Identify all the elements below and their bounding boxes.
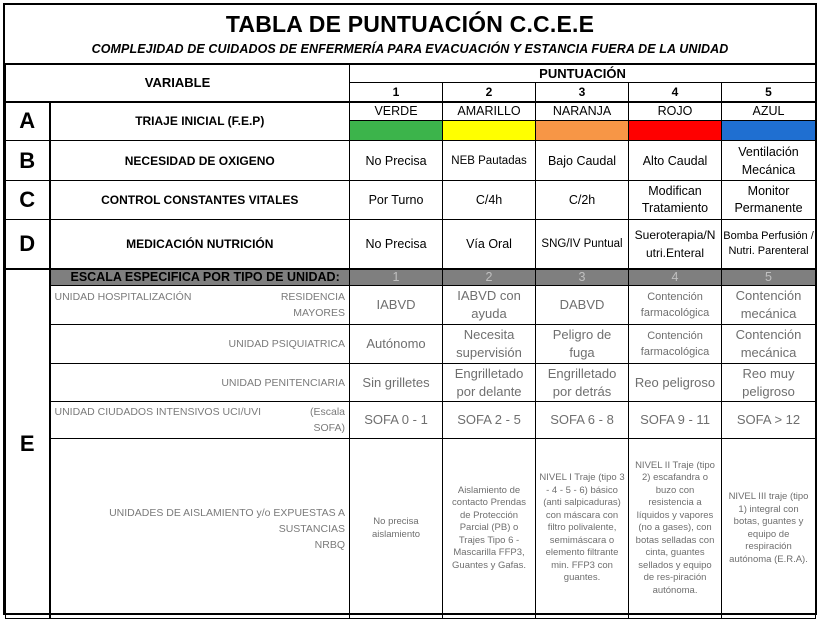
unit-hospitalizacion-right: RESIDENCIA MAYORES xyxy=(280,291,346,319)
aislamiento-value-2: Aislamiento de contacto Prendas de Protección Parcial (PB) o Trajes Tipo 6 - Mascarilla FFP3, Guantes y Gafas. xyxy=(443,439,536,619)
triaje-value-3: NARANJA xyxy=(536,102,629,121)
variable-header: VARIABLE xyxy=(6,64,350,102)
triaje-swatch-green xyxy=(350,121,443,141)
unit-penitenciaria xyxy=(50,364,350,402)
unit-uci-right: (Escala SOFA) xyxy=(310,406,346,434)
escala-score-5: 5 xyxy=(722,269,816,286)
psiquiatrica-value-5: Contención mecánica xyxy=(722,325,816,364)
score-header-3: 3 xyxy=(536,83,629,102)
score-header-2: 2 xyxy=(443,83,536,102)
aislamiento-value-5: NIVEL III traje (tipo 1) integral con botas, guantes y equipo de respiración autónoma (E.R.A). xyxy=(722,439,816,619)
page-title: TABLA DE PUNTUACIÓN C.C.E.E xyxy=(225,11,595,37)
row-letter-d: D xyxy=(6,220,50,269)
escala-score-1: 1 xyxy=(350,269,443,286)
score-header-5: 5 xyxy=(722,83,816,102)
page-subtitle: COMPLEJIDAD DE CUIDADOS DE ENFERMERÍA PARA EVACUACIÓN Y ESTANCIA FUERA DE LA UNIDAD xyxy=(91,42,729,56)
unit-aislamiento-right: NRBQ xyxy=(314,538,346,551)
triaje-swatch-orange xyxy=(536,121,629,141)
penitenciaria-value-2: Engrilletado por delante xyxy=(443,364,536,402)
hospitalizacion-value-2: IABVD con ayuda xyxy=(443,286,536,325)
oxigeno-value-3: Bajo Caudal xyxy=(536,141,629,181)
score-table-document xyxy=(3,3,817,615)
uci-value-1: SOFA 0 - 1 xyxy=(350,402,443,439)
medicacion-value-5: Bomba Perfusión / Nutri. Parenteral xyxy=(722,220,816,269)
score-table xyxy=(5,63,816,619)
oxigeno-value-2: NEB Pautadas xyxy=(443,141,536,181)
uci-value-3: SOFA 6 - 8 xyxy=(536,402,629,439)
triaje-value-4: ROJO xyxy=(629,102,722,121)
psiquiatrica-value-2: Necesita supervisión xyxy=(443,325,536,364)
medicacion-value-4: Sueroterapia/Nutri.Enteral xyxy=(629,220,722,269)
escala-score-3: 3 xyxy=(536,269,629,286)
title-block xyxy=(5,5,815,65)
unit-hospitalizacion xyxy=(50,286,350,325)
constantes-value-2: C/4h xyxy=(443,181,536,220)
constantes-value-4: Modifican Tratamiento xyxy=(629,181,722,220)
puntuacion-header: PUNTUACIÓN xyxy=(350,64,816,83)
row-letter-a: A xyxy=(6,102,50,141)
unit-psiquiatrica-label: UNIDAD PSIQUIATRICA xyxy=(228,338,346,350)
row-label-constantes: CONTROL CONSTANTES VITALES xyxy=(50,181,350,220)
oxigeno-value-4: Alto Caudal xyxy=(629,141,722,181)
row-label-medicacion: MEDICACIÓN NUTRICIÓN xyxy=(50,220,350,269)
penitenciaria-value-1: Sin grilletes xyxy=(350,364,443,402)
unit-uci-left: UNIDAD CIUDADOS INTENSIVOS UCI/UVI xyxy=(54,406,262,418)
hospitalizacion-value-3: DABVD xyxy=(536,286,629,325)
escala-header: ESCALA ESPECIFICA POR TIPO DE UNIDAD: xyxy=(50,269,350,286)
triaje-value-1: VERDE xyxy=(350,102,443,121)
psiquiatrica-value-3: Peligro de fuga xyxy=(536,325,629,364)
psiquiatrica-value-1: Autónomo xyxy=(350,325,443,364)
unit-psiquiatrica xyxy=(50,325,350,364)
penitenciaria-value-3: Engrilletado por detrás xyxy=(536,364,629,402)
escala-score-4: 4 xyxy=(629,269,722,286)
unit-aislamiento-left: UNIDADES DE AISLAMIENTO y/o EXPUESTAS A SUSTANCIAS xyxy=(109,506,346,535)
triaje-value-5: AZUL xyxy=(722,102,816,121)
triaje-swatch-blue xyxy=(722,121,816,141)
hospitalizacion-value-1: IABVD xyxy=(350,286,443,325)
uci-value-2: SOFA 2 - 5 xyxy=(443,402,536,439)
row-label-triaje: TRIAJE INICIAL (F.E.P) xyxy=(50,102,350,141)
oxigeno-value-5: Ventilación Mecánica xyxy=(722,141,816,181)
row-label-oxigeno: NECESIDAD DE OXIGENO xyxy=(50,141,350,181)
medicacion-value-2: Vía Oral xyxy=(443,220,536,269)
constantes-value-5: Monitor Permanente xyxy=(722,181,816,220)
medicacion-value-1: No Precisa xyxy=(350,220,443,269)
aislamiento-value-1: No precisa aislamiento xyxy=(350,439,443,619)
triaje-swatch-yellow xyxy=(443,121,536,141)
unit-aislamiento xyxy=(50,439,350,619)
escala-score-2: 2 xyxy=(443,269,536,286)
triaje-value-2: AMARILLO xyxy=(443,102,536,121)
psiquiatrica-value-4: Contención farmacológica xyxy=(629,325,722,364)
aislamiento-value-3: NIVEL I Traje (tipo 3 - 4 - 5 - 6) básico (anti salpicaduras) con máscara con filtro polivalente, semimáscara o elemento filtrante min. FFP3 con guantes. xyxy=(536,439,629,619)
unit-uci xyxy=(50,402,350,439)
score-header-1: 1 xyxy=(350,83,443,102)
uci-value-4: SOFA 9 - 11 xyxy=(629,402,722,439)
hospitalizacion-value-5: Contención mecánica xyxy=(722,286,816,325)
aislamiento-value-4: NIVEL II Traje (tipo 2) escafandra o buzo con resistencia a líquidos y vapores (no a gases), con botas selladas con cinta, guantes sellados y equipo de res-piración autónoma. xyxy=(629,439,722,619)
penitenciaria-value-4: Reo peligroso xyxy=(629,364,722,402)
unit-penitenciaria-label: UNIDAD PENITENCIARIA xyxy=(221,376,346,389)
score-header-4: 4 xyxy=(629,83,722,102)
unit-hospitalizacion-left: UNIDAD HOSPITALIZACIÓN xyxy=(54,291,192,303)
row-letter-b: B xyxy=(6,141,50,181)
row-letter-c: C xyxy=(6,181,50,220)
constantes-value-1: Por Turno xyxy=(350,181,443,220)
row-letter-e: E xyxy=(6,269,50,619)
medicacion-value-3: SNG/IV Puntual xyxy=(536,220,629,269)
uci-value-5: SOFA > 12 xyxy=(722,402,816,439)
hospitalizacion-value-4: Contención farmacológica xyxy=(629,286,722,325)
penitenciaria-value-5: Reo muy peligroso xyxy=(722,364,816,402)
oxigeno-value-1: No Precisa xyxy=(350,141,443,181)
constantes-value-3: C/2h xyxy=(536,181,629,220)
triaje-swatch-red xyxy=(629,121,722,141)
